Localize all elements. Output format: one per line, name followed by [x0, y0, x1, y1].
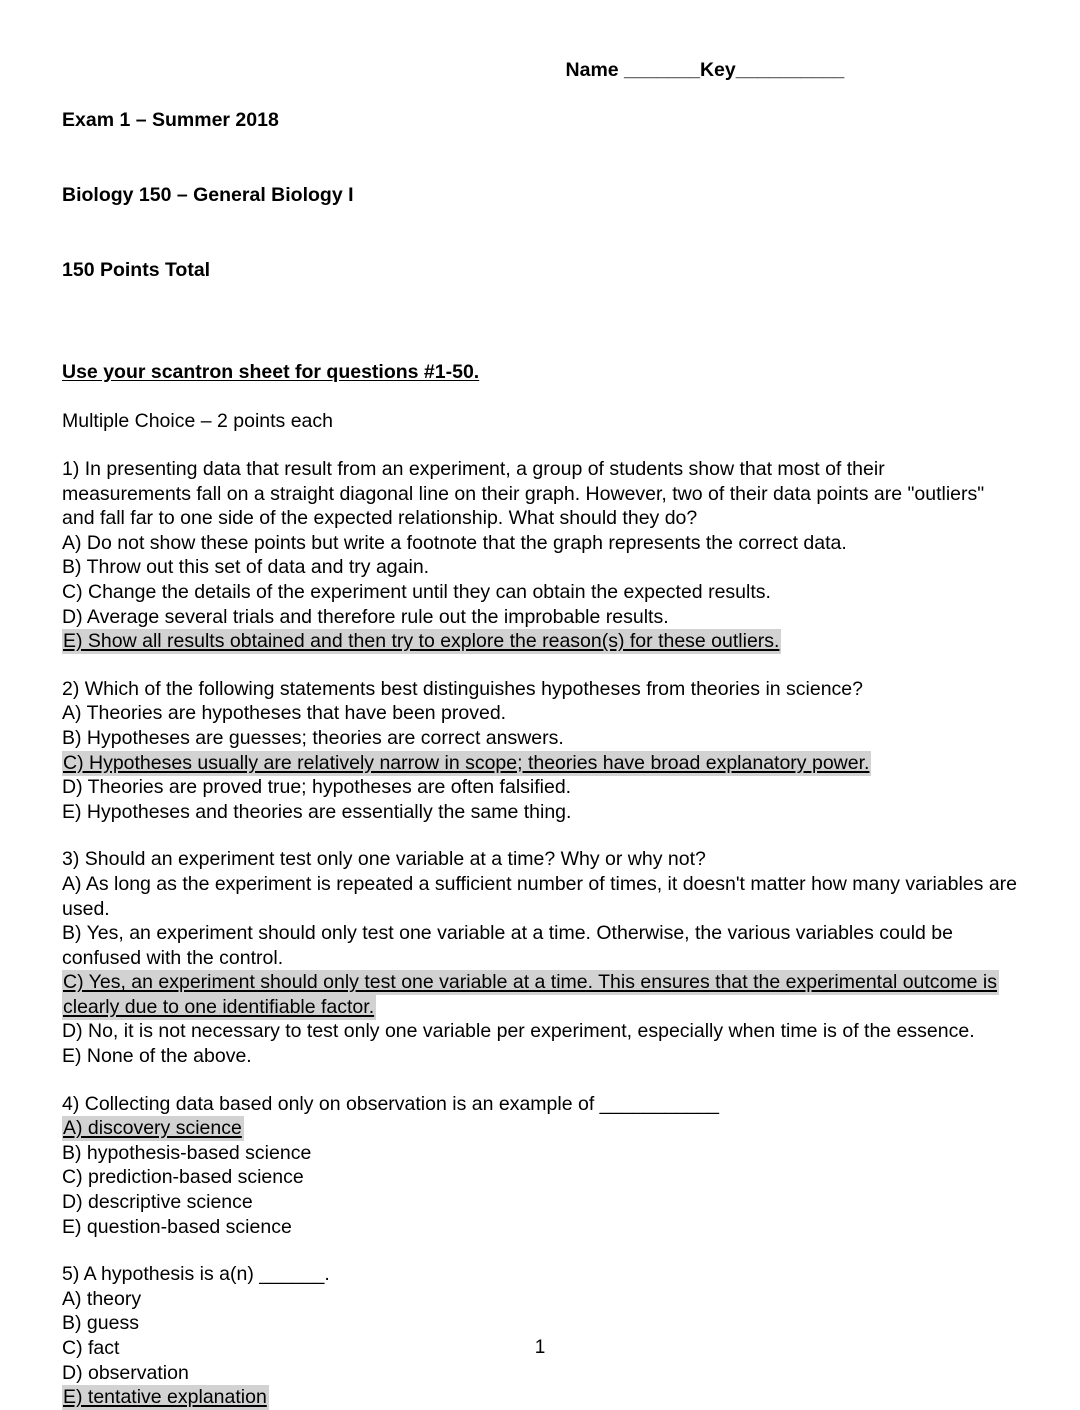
multiple-choice-note: Multiple Choice – 2 points each — [62, 410, 333, 432]
answer-option-label: A) Do not show these points but write a footnote that the graph represents the correct data. — [62, 531, 847, 554]
answer-option[interactable] — [62, 1165, 1018, 1190]
answer-option-label: A) discovery science — [63, 1117, 242, 1140]
answer-option-highlighted[interactable] — [62, 1116, 1018, 1141]
answer-option-label: B) Yes, an experiment should only test one variable at a time. Otherwise, the various variables could be confused with the control. — [62, 922, 953, 969]
points-total-line: 150 Points Total — [62, 259, 211, 281]
answer-option-label: B) Hypotheses are guesses; theories are correct answers. — [62, 726, 564, 749]
answer-option-highlighted[interactable] — [62, 970, 1018, 1019]
answer-option-label: C) Yes, an experiment should only test one variable at a time. This ensures that the experimental outcome is clearly due to one identifiable factor. — [63, 971, 997, 1018]
question-block — [62, 847, 1018, 1068]
answer-option-highlighted[interactable] — [62, 629, 1018, 654]
answer-option-highlighted[interactable] — [62, 751, 1018, 776]
answer-option-label: D) observation — [62, 1361, 189, 1384]
answer-option-label: C) prediction-based science — [62, 1166, 304, 1189]
answer-option-label: E) None of the above. — [62, 1045, 252, 1068]
answer-option[interactable] — [62, 921, 1018, 970]
answer-option-label: B) hypothesis-based science — [62, 1141, 312, 1164]
question-block — [62, 1262, 1018, 1410]
answer-option-label: A) theory — [62, 1287, 142, 1310]
answer-option[interactable] — [62, 701, 1018, 726]
answer-option[interactable] — [62, 726, 1018, 751]
question-block — [62, 677, 1018, 825]
answer-option[interactable] — [62, 580, 1018, 605]
scantron-instruction-wrap — [62, 333, 1018, 385]
answer-option[interactable] — [62, 1311, 1018, 1336]
answer-option-label: C) Change the details of the experiment until they can obtain the expected results. — [62, 580, 771, 603]
answer-option[interactable] — [62, 1287, 1018, 1312]
answer-option-label: D) Average several trials and therefore rule out the improbable results. — [62, 605, 669, 628]
answer-option[interactable] — [62, 531, 1018, 556]
question-block — [62, 457, 1018, 654]
answer-option-label: B) Throw out this set of data and try again. — [62, 556, 430, 579]
answer-option-label: C) Hypotheses usually are relatively narrow in scope; theories have broad explanatory power. — [63, 751, 870, 774]
answer-option-label: D) descriptive science — [62, 1191, 253, 1214]
questions-container — [62, 457, 1018, 1410]
answer-option[interactable] — [62, 872, 1018, 921]
page-footer — [0, 1337, 1080, 1359]
answer-option-label: D) Theories are proved true; hypotheses are often falsified. — [62, 776, 572, 799]
course-title-line: Biology 150 – General Biology I — [62, 184, 354, 206]
answer-option[interactable] — [62, 1190, 1018, 1215]
answer-option-label: E) Show all results obtained and then try to explore the reason(s) for these outliers. — [63, 630, 780, 653]
answer-option-label: E) Hypotheses and theories are essentially the same thing. — [62, 800, 572, 823]
answer-option[interactable] — [62, 605, 1018, 630]
answer-option-label: C) fact — [62, 1337, 120, 1359]
question-stem: 1) In presenting data that result from an experiment, a group of students show that most of their measurements fall on a straight diagonal line on their graph. However, two of their data points are "outliers" and fall far to one side of the expected relationship. What should they do? — [62, 458, 985, 530]
question-stem: 3) Should an experiment test only one variable at a time? Why or why not? — [62, 848, 706, 871]
exam-header — [62, 58, 1018, 333]
exam-title-line: Exam 1 – Summer 2018 — [62, 109, 279, 131]
answer-option-label: E) tentative explanation — [63, 1386, 267, 1409]
answer-option-label: B) guess — [62, 1312, 139, 1335]
exam-header-titles — [62, 58, 354, 333]
answer-option-label: A) Theories are hypotheses that have been proved. — [62, 702, 507, 725]
answer-option[interactable] — [62, 800, 1018, 825]
answer-option-label: E) question-based science — [62, 1215, 292, 1238]
question-stem: 5) A hypothesis is a(n) ______. — [62, 1263, 330, 1286]
answer-option[interactable] — [62, 1141, 1018, 1166]
answer-option-highlighted[interactable] — [62, 1385, 1018, 1410]
answer-option[interactable] — [62, 555, 1018, 580]
answer-option-label: D) No, it is not necessary to test only one variable per experiment, especially when time is of the essence. — [62, 1020, 975, 1043]
scantron-instruction: Use your scantron sheet for questions #1-50. — [62, 361, 480, 383]
page-number: 1 — [534, 1337, 546, 1358]
answer-option[interactable] — [62, 1361, 1018, 1386]
question-stem: 2) Which of the following statements best distinguishes hypotheses from theories in science? — [62, 677, 863, 700]
answer-option[interactable] — [62, 1019, 1018, 1044]
question-block — [62, 1092, 1018, 1240]
name-field: Name _______Key__________ — [565, 59, 845, 81]
answer-option[interactable] — [62, 775, 1018, 800]
question-stem: 4) Collecting data based only on observation is an example of ___________ — [62, 1092, 719, 1115]
answer-option[interactable] — [62, 1215, 1018, 1240]
answer-option[interactable] — [62, 1044, 1018, 1069]
answer-option-label: A) As long as the experiment is repeated a sufficient number of times, it doesn't matter how many variables are used. — [62, 872, 1018, 920]
